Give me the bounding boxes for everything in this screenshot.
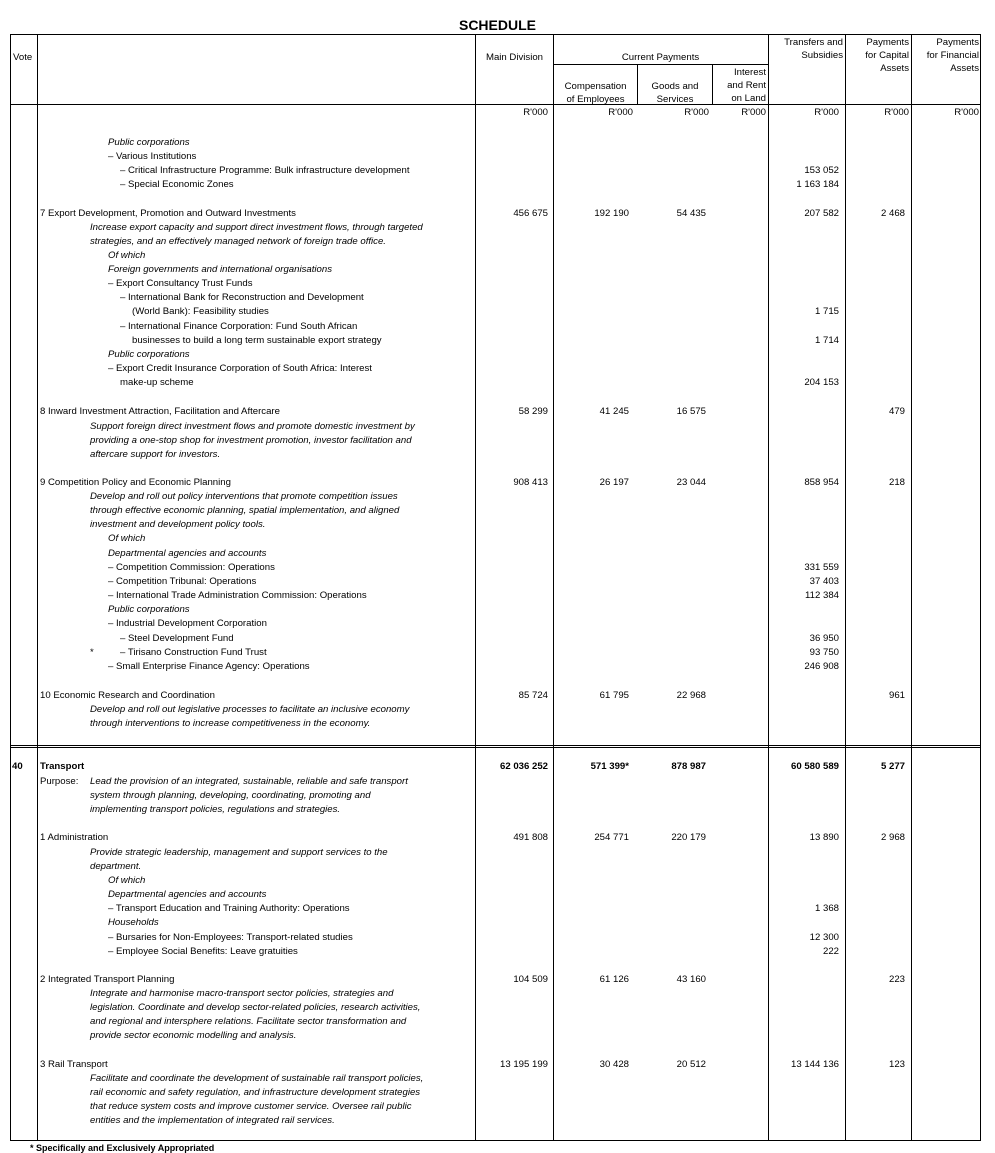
row-label: Support foreign direct investment flows and promote domestic investment by bbox=[90, 421, 415, 432]
header-transfers: Transfers and Subsidies bbox=[784, 37, 843, 61]
row-label: system through planning, developing, coordinating, promoting and bbox=[90, 790, 371, 801]
main-division-amount: 456 675 bbox=[513, 208, 548, 219]
goods-services-amount: 20 512 bbox=[676, 1059, 706, 1070]
unit-label: R'000 bbox=[954, 107, 979, 118]
divider bbox=[10, 745, 981, 748]
transfers-amount: 207 582 bbox=[804, 208, 839, 219]
unit-label: R'000 bbox=[884, 107, 909, 118]
row-label: Foreign governments and international organisations bbox=[108, 264, 332, 275]
unit-label: R'000 bbox=[608, 107, 633, 118]
compensation-amount: 26 197 bbox=[599, 477, 629, 488]
row-label: implementing transport policies, regulations and strategies. bbox=[90, 804, 341, 815]
row-label: businesses to build a long term sustainable export strategy bbox=[132, 335, 382, 346]
row-label: Provide strategic leadership, management and support services to the bbox=[90, 847, 388, 858]
row-label: – Transport Education and Training Authority: Operations bbox=[108, 903, 350, 914]
goods-services-amount: 43 160 bbox=[676, 974, 706, 985]
compensation-amount: 41 245 bbox=[599, 406, 629, 417]
row-label: Public corporations bbox=[108, 137, 190, 148]
compensation-amount: 61 795 bbox=[599, 690, 629, 701]
compensation-amount: 571 399* bbox=[590, 761, 629, 772]
transfers-amount: 153 052 bbox=[804, 165, 839, 176]
goods-services-amount: 220 179 bbox=[671, 832, 706, 843]
row-label: – Competition Tribunal: Operations bbox=[108, 576, 257, 587]
transfers-amount: 93 750 bbox=[809, 647, 839, 658]
row-label: Of which bbox=[108, 533, 146, 544]
row-label: Transport bbox=[40, 761, 85, 772]
row-label: 3 Rail Transport bbox=[40, 1059, 108, 1070]
compensation-amount: 61 126 bbox=[599, 974, 629, 985]
compensation-amount: 192 190 bbox=[594, 208, 629, 219]
row-label: – Various Institutions bbox=[108, 151, 197, 162]
main-division-amount: 62 036 252 bbox=[499, 761, 548, 772]
unit-label: R'000 bbox=[684, 107, 709, 118]
row-label: that reduce system costs and improve customer service. Oversee rail public bbox=[90, 1101, 412, 1112]
row-label: Develop and roll out legislative processes to facilitate an inclusive economy bbox=[90, 704, 410, 715]
row-label: providing a one-stop shop for investment promotion, investor facilitation and bbox=[90, 435, 412, 446]
row-label: make-up scheme bbox=[120, 377, 194, 388]
goods-services-amount: 878 987 bbox=[671, 761, 706, 772]
transfers-amount: 1 163 184 bbox=[796, 179, 839, 190]
capital-assets-amount: 5 277 bbox=[880, 761, 905, 772]
transfers-amount: 222 bbox=[822, 946, 839, 957]
row-label: – Industrial Development Corporation bbox=[108, 618, 267, 629]
row-label: Lead the provision of an integrated, sustainable, reliable and safe transport bbox=[90, 776, 408, 787]
row-label: rail economic and safety regulation, and infrastructure development strategies bbox=[90, 1087, 421, 1098]
goods-services-amount: 23 044 bbox=[676, 477, 706, 488]
main-division-amount: 491 808 bbox=[513, 832, 548, 843]
header-interest: Interest and Rent on Land bbox=[727, 67, 766, 104]
row-label: 10 Economic Research and Coordination bbox=[40, 690, 215, 701]
divider bbox=[911, 34, 912, 1141]
row-label: – Employee Social Benefits: Leave gratuities bbox=[108, 946, 298, 957]
row-label: (World Bank): Feasibility studies bbox=[132, 306, 269, 317]
transfers-amount: 36 950 bbox=[809, 633, 839, 644]
transfers-amount: 1 368 bbox=[814, 903, 839, 914]
row-label: 7 Export Development, Promotion and Outward Investments bbox=[40, 208, 296, 219]
row-label: 8 Inward Investment Attraction, Facilitation and Aftercare bbox=[40, 406, 280, 417]
row-label: – International Bank for Reconstruction and Development bbox=[120, 292, 364, 303]
row-label: Households bbox=[108, 917, 159, 928]
unit-label: R'000 bbox=[814, 107, 839, 118]
row-label: Purpose: bbox=[40, 776, 79, 787]
row-label: and regional and intersphere relations. Facilitate sector transformation and bbox=[90, 1016, 407, 1027]
row-label: – Small Enterprise Finance Agency: Operations bbox=[108, 661, 310, 672]
row-label: – Export Consultancy Trust Funds bbox=[108, 278, 253, 289]
row-label: Develop and roll out policy interventions that promote competition issues bbox=[90, 491, 398, 502]
row-label: – Steel Development Fund bbox=[120, 633, 234, 644]
row-label: * bbox=[90, 647, 94, 658]
row-label: 40 bbox=[12, 761, 23, 772]
row-label: 2 Integrated Transport Planning bbox=[40, 974, 175, 985]
row-label: provide sector economic modelling and analysis. bbox=[90, 1030, 297, 1041]
capital-assets-amount: 2 968 bbox=[880, 832, 905, 843]
compensation-amount: 30 428 bbox=[599, 1059, 629, 1070]
transfers-amount: 1 715 bbox=[814, 306, 839, 317]
row-label: Departmental agencies and accounts bbox=[108, 548, 267, 559]
capital-assets-amount: 479 bbox=[888, 406, 905, 417]
transfers-amount: 112 384 bbox=[805, 590, 839, 601]
row-label: – International Finance Corporation: Fund South African bbox=[120, 321, 358, 332]
goods-services-amount: 22 968 bbox=[676, 690, 706, 701]
row-label: strategies, and an effectively managed network of foreign trade office. bbox=[90, 236, 386, 247]
goods-services-amount: 54 435 bbox=[676, 208, 706, 219]
transfers-amount: 246 908 bbox=[804, 661, 839, 672]
capital-assets-amount: 2 468 bbox=[880, 208, 905, 219]
row-label: legislation. Coordinate and develop sector-related policies, research activities, bbox=[90, 1002, 421, 1013]
capital-assets-amount: 223 bbox=[888, 974, 905, 985]
row-label: Integrate and harmonise macro-transport sector policies, strategies and bbox=[90, 988, 394, 999]
transfers-amount: 13 144 136 bbox=[790, 1059, 839, 1070]
row-label: – Special Economic Zones bbox=[120, 179, 234, 190]
header-compensation: Compensation of Employees bbox=[564, 81, 627, 105]
row-label: 9 Competition Policy and Economic Planning bbox=[40, 477, 231, 488]
header-goods: Goods and Services bbox=[651, 81, 699, 105]
row-label: Facilitate and coordinate the development of sustainable rail transport policies, bbox=[90, 1073, 424, 1084]
row-label: Public corporations bbox=[108, 604, 190, 615]
footnote: * Specifically and Exclusively Appropriated bbox=[30, 1143, 215, 1153]
row-label: – International Trade Administration Commission: Operations bbox=[108, 590, 367, 601]
divider bbox=[37, 34, 38, 1141]
row-label: through effective economic planning, spatial implementation, and aligned bbox=[90, 505, 400, 516]
header-financial: Payments for Financial Assets bbox=[926, 37, 979, 74]
row-label: – Competition Commission: Operations bbox=[108, 562, 275, 573]
capital-assets-amount: 218 bbox=[888, 477, 905, 488]
row-label: Public corporations bbox=[108, 349, 190, 360]
row-label: – Tirisano Construction Fund Trust bbox=[120, 647, 267, 658]
row-label: – Export Credit Insurance Corporation of South Africa: Interest bbox=[108, 363, 372, 374]
unit-label: R'000 bbox=[523, 107, 548, 118]
capital-assets-amount: 123 bbox=[888, 1059, 905, 1070]
transfers-amount: 204 153 bbox=[804, 377, 839, 388]
row-label: investment and development policy tools. bbox=[90, 519, 266, 530]
transfers-amount: 12 300 bbox=[809, 932, 839, 943]
row-label: – Bursaries for Non-Employees: Transport-related studies bbox=[108, 932, 353, 943]
transfers-amount: 858 954 bbox=[804, 477, 839, 488]
main-division-amount: 104 509 bbox=[513, 974, 548, 985]
row-label: through interventions to increase competitiveness in the economy. bbox=[90, 718, 371, 729]
divider bbox=[10, 104, 981, 105]
row-label: entities and the implementation of integrated rail services. bbox=[90, 1115, 335, 1126]
row-label: – Critical Infrastructure Programme: Bulk infrastructure development bbox=[120, 165, 410, 176]
divider bbox=[553, 64, 768, 65]
transfers-amount: 60 580 589 bbox=[790, 761, 839, 772]
transfers-amount: 331 559 bbox=[804, 562, 839, 573]
row-label: aftercare support for investors. bbox=[90, 449, 221, 460]
header-vote: Vote bbox=[13, 52, 33, 63]
main-division-amount: 85 724 bbox=[518, 690, 548, 701]
row-label: Departmental agencies and accounts bbox=[108, 889, 267, 900]
unit-label: R'000 bbox=[741, 107, 766, 118]
transfers-amount: 13 890 bbox=[809, 832, 839, 843]
header-current-payments: Current Payments bbox=[621, 52, 700, 63]
main-division-amount: 58 299 bbox=[518, 406, 548, 417]
transfers-amount: 37 403 bbox=[809, 576, 839, 587]
header-main-division: Main Division bbox=[485, 52, 544, 63]
row-label: department. bbox=[90, 861, 142, 872]
header-capital: Payments for Capital Assets bbox=[865, 37, 909, 74]
capital-assets-amount: 961 bbox=[888, 690, 905, 701]
row-label: Of which bbox=[108, 250, 146, 261]
row-label: Increase export capacity and support direct investment flows, through targeted bbox=[90, 222, 423, 233]
compensation-amount: 254 771 bbox=[594, 832, 629, 843]
main-division-amount: 13 195 199 bbox=[499, 1059, 548, 1070]
main-division-amount: 908 413 bbox=[513, 477, 548, 488]
transfers-amount: 1 714 bbox=[814, 335, 839, 346]
row-label: Of which bbox=[108, 875, 146, 886]
goods-services-amount: 16 575 bbox=[676, 406, 706, 417]
row-label: 1 Administration bbox=[40, 832, 109, 843]
page-title: SCHEDULE bbox=[458, 17, 536, 33]
